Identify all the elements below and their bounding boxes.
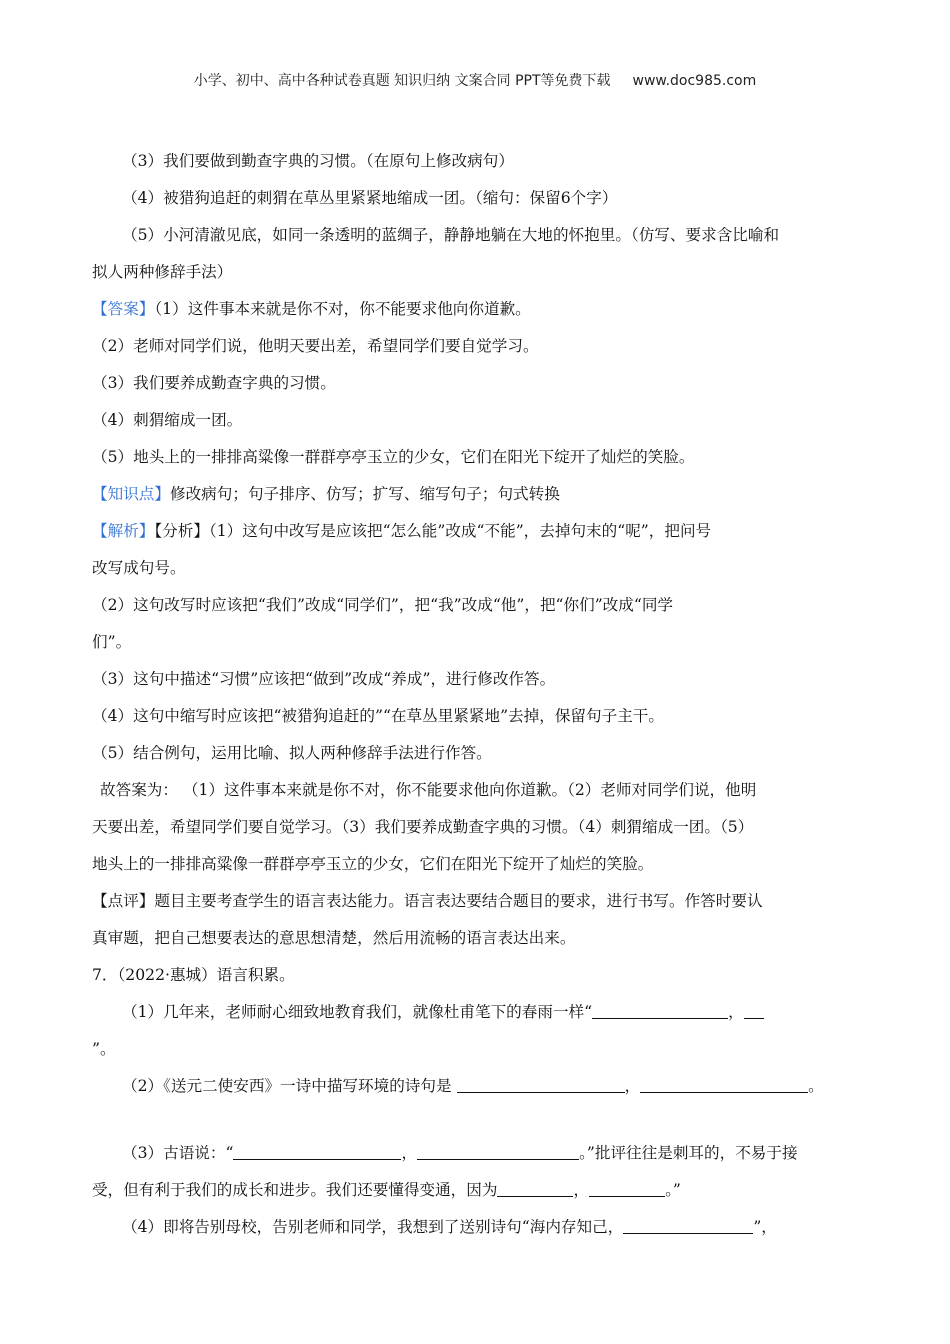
- q7-part-2: [92, 1068, 862, 1105]
- q7-part-3-line2: [92, 1172, 862, 1209]
- q6-item-4: （4）被猎狗追赶的刺猬在草丛里紧紧地缩成一团。（缩句：保留6个字）: [122, 189, 618, 207]
- q7-p3-rest: 。”批评往往是刺耳的，不易于接: [579, 1144, 798, 1162]
- q7-p3-cont: 受，但有利于我们的成长和进步。我们还要懂得变通，因为: [92, 1181, 498, 1199]
- analysis-4: （4）这句中缩写时应该把“被猎狗追赶的”“在草丛里紧紧地”去掉，保留句子主干。: [92, 707, 664, 725]
- analysis-2a: （2）这句改写时应该把“我们”改成“同学们”，把“我”改成“他”，把“你们”改成“同学: [92, 596, 674, 614]
- answer-tag: 【答案】: [92, 300, 155, 318]
- q7-title: 7．（2022·惠城）语言积累。: [92, 966, 295, 984]
- q7-part-3: [92, 1135, 862, 1172]
- knowledge-text: 修改病句；句子排序、仿写；扩写、缩写句子；句式转换: [169, 485, 560, 503]
- answer-blank[interactable]: [417, 1141, 579, 1160]
- q7-p4-end: ”，: [753, 1218, 777, 1236]
- comment-tag: 【点评】: [92, 892, 155, 910]
- final-answer-3: 地头上的一排排高粱像一群群亭亭玉立的少女，它们在阳光下绽开了灿烂的笑脸。: [92, 855, 654, 873]
- final-answer-2: 天要出差，希望同学们要自觉学习。（3）我们要养成勤查字典的习惯。（4）刺猬缩成一团。（5）: [92, 818, 754, 836]
- q7-p1-comma: ，: [728, 1003, 744, 1021]
- analysis-line-1: [92, 513, 862, 550]
- answer-1: （1）这件事本来就是你不对，你不能要求他向你道歉。: [154, 300, 531, 318]
- q7-part-4: [92, 1209, 862, 1246]
- comment-2: 真审题，把自己想要表达的意思想清楚，然后用流畅的语言表达出来。: [92, 929, 576, 947]
- q7-p3-comma: ，: [401, 1144, 418, 1162]
- answer-blank[interactable]: [589, 1178, 665, 1197]
- analysis-2b: 们”。: [92, 633, 132, 651]
- analysis-3: （3）这句中描述“习惯”应该把“做到”改成“养成”，进行修改作答。: [92, 670, 556, 688]
- q7-p1-text: （1）几年来，老师耐心细致地教育我们，就像杜甫笔下的春雨一样“: [122, 1003, 593, 1021]
- page-header: [0, 70, 950, 90]
- q6-item-3: （3）我们要做到勤查字典的习惯。（在原句上修改病句）: [122, 152, 514, 170]
- answer-blank[interactable]: [623, 1215, 753, 1234]
- comment-1: 题目主要考查学生的语言表达能力。语言表达要结合题目的要求，进行书写。作答时要认: [154, 892, 763, 910]
- answer-5: （5）地头上的一排排高粱像一群群亭亭玉立的少女，它们在阳光下绽开了灿烂的笑脸。: [92, 448, 695, 466]
- answer-2: （2）老师对同学们说，他明天要出差，希望同学们要自觉学习。: [92, 337, 539, 355]
- q6-item-5-line2: 拟人两种修辞手法）: [92, 263, 233, 281]
- q7-part-1: [92, 994, 862, 1031]
- analysis-5: （5）结合例句，运用比喻、拟人两种修辞手法进行作答。: [92, 744, 492, 762]
- q7-p4-text: （4）即将告别母校，告别老师和同学，我想到了送别诗句“海内存知己，: [122, 1218, 624, 1236]
- header-site: www.doc985.com: [632, 73, 757, 89]
- analysis-tag: 【解析】: [92, 522, 155, 540]
- answer-blank[interactable]: [497, 1178, 573, 1197]
- answer-blank[interactable]: [457, 1074, 625, 1093]
- q7-p2-comma: ，: [624, 1077, 641, 1095]
- q7-p2-text: （2）《送元二使安西》一诗中描写环境的诗句是: [122, 1077, 457, 1095]
- answer-blank[interactable]: [640, 1074, 808, 1093]
- knowledge-tag: 【知识点】: [92, 485, 170, 503]
- answer-4: （4）刺猬缩成一团。: [92, 411, 243, 429]
- analysis-1b: 改写成句号。: [92, 559, 186, 577]
- q7-p3-end: 。”: [665, 1181, 681, 1199]
- q6-item-5-line1: （5）小河清澈见底，如同一条透明的蓝绸子，静静地躺在大地的怀抱里。（仿写、要求含比喻和: [122, 226, 780, 244]
- answer-blank[interactable]: [592, 1000, 728, 1019]
- q7-p3-comma2: ，: [573, 1181, 590, 1199]
- final-answer-1: 故答案为： （1）这件事本来就是你不对，你不能要求他向你道歉。（2）老师对同学们说，他明: [100, 781, 757, 799]
- q7-p3-text: （3）古语说：“: [122, 1144, 234, 1162]
- analysis-1a: 【分析】（1）这句中改写是应该把“怎么能”改成“不能”，去掉句末的“呢”，把问号: [154, 522, 712, 540]
- answer-line-1: [92, 291, 862, 328]
- header-text: 小学、初中、高中各种试卷真题 知识归纳 文案合同 PPT等免费下载: [193, 73, 611, 89]
- answer-blank[interactable]: [233, 1141, 401, 1160]
- answer-blank[interactable]: [744, 1000, 764, 1019]
- document-body: [92, 143, 862, 1246]
- comment-line-1: [92, 883, 862, 920]
- answer-3: （3）我们要养成勤查字典的习惯。: [92, 374, 336, 392]
- q7-p2-end: 。: [808, 1077, 824, 1095]
- knowledge-line: [92, 476, 862, 513]
- q7-p1-end: ”。: [92, 1040, 116, 1058]
